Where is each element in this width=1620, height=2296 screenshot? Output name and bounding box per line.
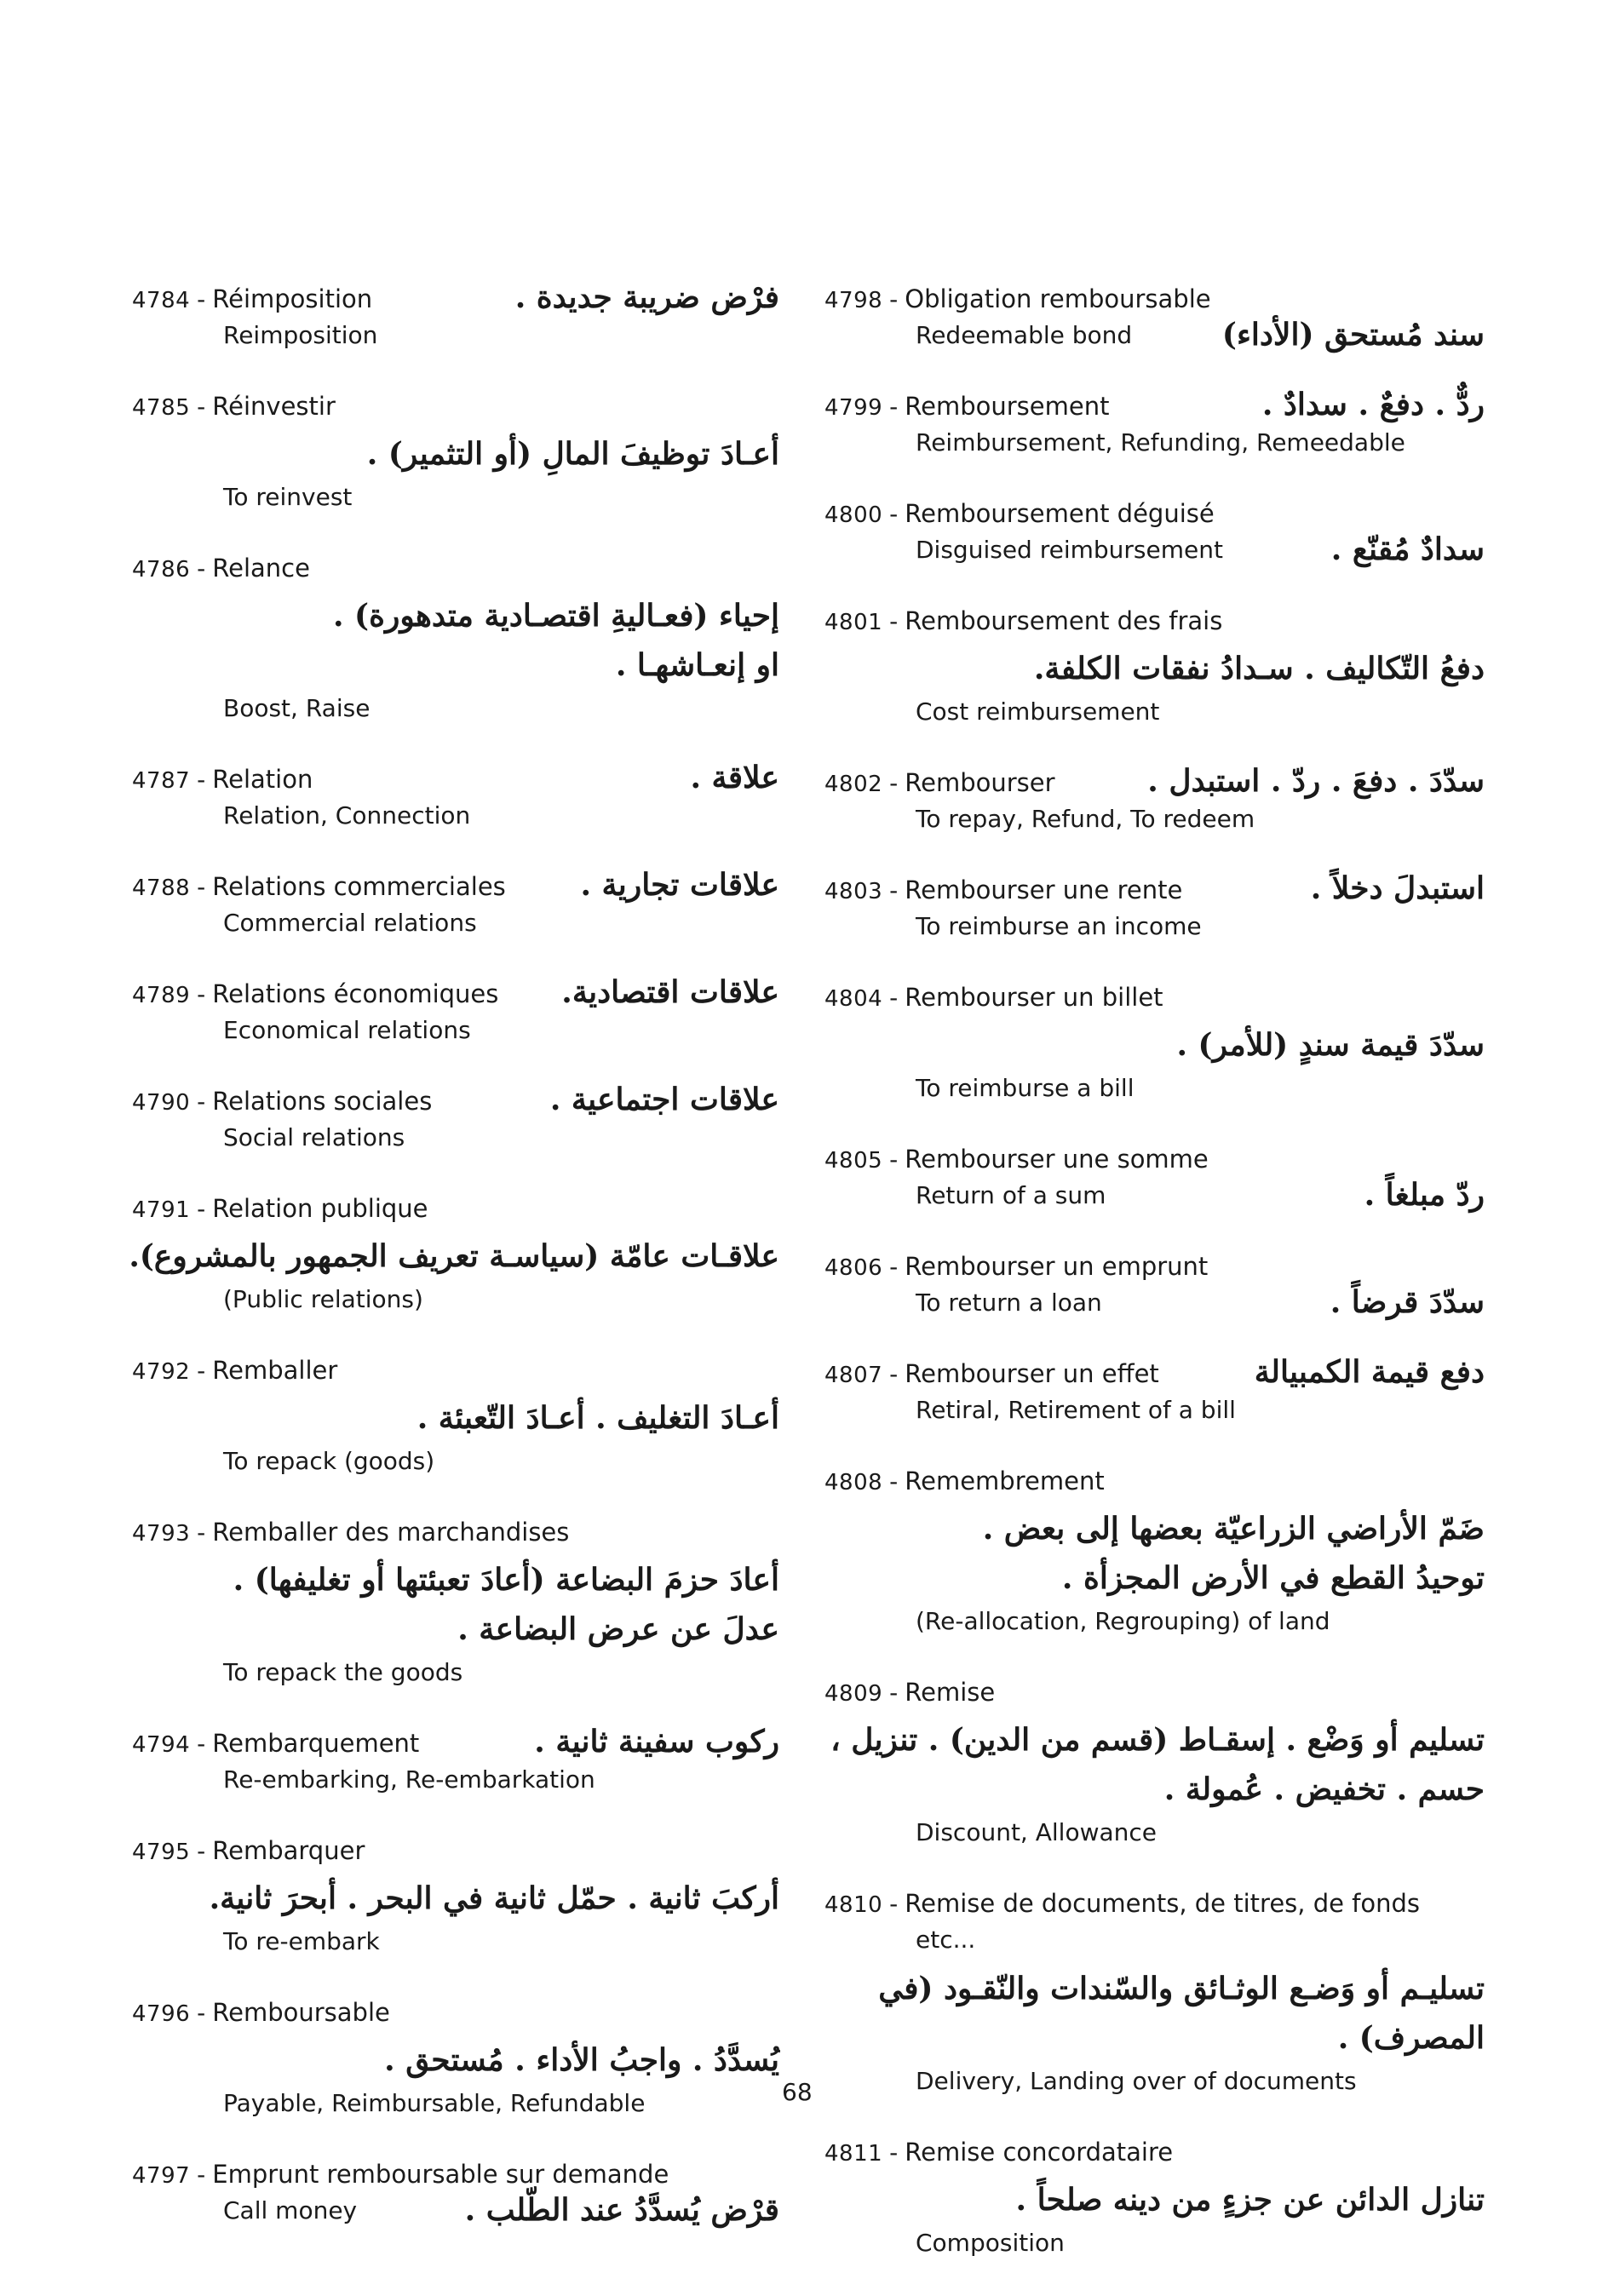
french-term: Remballer [212,1356,338,1385]
arabic-translation: علاقة . [690,760,779,795]
entry-dash: - [889,2138,899,2167]
entry-dash: - [889,285,899,313]
entry-dash: - [197,873,206,901]
entry-head [824,281,1485,317]
french-term: Rembarquement [212,1729,420,1758]
arabic-translation-block [132,1388,779,1443]
english-translation [132,904,779,942]
english-translation [824,1814,1485,1851]
entry-head [824,1886,1485,1921]
arabic-translation: فرْض ضريبة جديدة . [514,279,779,315]
english-text: Commercial relations [223,909,477,937]
english-text: To reimburse an income [916,912,1202,940]
arabic-translation-block [824,1015,1485,1070]
dictionary-entry [824,1356,1485,1429]
entry-number: 4784 [132,288,191,313]
french-term: Rembourser [905,768,1055,797]
arabic-line: عدلَ عن عرض البضاعة . [457,1611,779,1647]
entry-dash: - [197,1837,206,1865]
entry-head [132,1191,779,1226]
dictionary-entry [824,1248,1485,1322]
entry-dash: - [889,607,899,635]
french-term: Rembourser un billet [905,983,1163,1012]
english-text: Call money [223,2196,358,2224]
entry-dash: - [197,554,206,583]
entry-head [132,2156,779,2192]
arabic-translation: ركوب سفينة ثانية . [534,1724,779,1759]
entry-number: 4809 [824,1681,883,1707]
arabic-line: تنازل الدائن عن جزءٍ من دينه صلحاً . [1015,2182,1485,2218]
entry-dash: - [197,393,206,421]
dictionary-entry [824,603,1485,731]
entry-number: 4811 [824,2141,883,2167]
entry-number: 4810 [824,1892,883,1918]
left-column [129,279,779,2264]
entry-number: 4806 [824,1255,883,1281]
arabic-line: توحيدُ القطع في الأرض المجزأة . [1061,1560,1485,1596]
arabic-translation: علاقات اجتماعية . [549,1082,779,1117]
english-translation [824,693,1485,731]
english-translation [824,908,1485,945]
arabic-line: أعـادَ التغليف . أعـادَ التّعبئة . [416,1400,779,1436]
arabic-translation-block [824,1959,1485,2063]
entry-number: 4796 [132,2001,191,2027]
english-translation [132,690,779,727]
entry-head [132,976,779,1012]
arabic-line: دفعُ التّكاليف . سـدادُ نفقات الكلفة. [1033,651,1485,686]
entry-dash: - [889,500,899,528]
dictionary-entry [824,979,1485,1107]
english-text: Reimbursement, Refunding, Remeedable [916,428,1405,456]
dictionary-entry [132,550,779,727]
english-text: Re-embarking, Re-embarkation [223,1765,595,1794]
entry-head [132,1083,779,1119]
french-term: Remise concordataire [905,2138,1174,2167]
entry-number: 4802 [824,772,883,797]
entry-dash: - [889,876,899,904]
entry-head [824,979,1485,1015]
french-term: Relation publique [212,1194,428,1223]
english-text: Boost, Raise [223,694,371,722]
entry-number: 4799 [824,395,883,421]
french-term: Réimposition [212,284,373,313]
arabic-translation-block [132,586,779,690]
entry-number: 4789 [132,983,191,1008]
entry-number: 4785 [132,395,191,421]
arabic-line: ضَمّ الأراضي الزراعيّة بعضها إلى بعض . [982,1511,1485,1547]
entry-dash: - [197,1195,206,1223]
arabic-translation-block [132,424,779,479]
arabic-line: حسم . تخفيض . عُمولة . [1163,1771,1485,1807]
entry-number: 4790 [132,1090,191,1116]
entry-dash: - [197,1518,206,1547]
english-text: Return of a sum [916,1181,1106,1209]
entry-head [132,1725,779,1761]
entry-number: 4805 [824,1148,883,1174]
english-translation [132,1654,779,1691]
english-translation [824,424,1485,462]
entry-head [132,1995,779,2030]
english-translation [824,1177,1485,1214]
entry-dash: - [889,984,899,1012]
english-translation [132,1761,779,1799]
english-translation [824,2063,1485,2100]
arabic-line: المصرف) . [1337,2020,1485,2056]
french-term: Remboursement des frais [905,606,1223,635]
english-text: To repack (goods) [223,1447,435,1475]
english-translation [132,479,779,516]
dictionary-entry [132,1833,779,1960]
entry-head [132,550,779,586]
english-text: To repay, Refund, To redeem [916,805,1255,833]
arabic-translation: قرْض يُسدَّدُ عند الطّلب . [464,2192,779,2228]
entry-head [824,872,1485,908]
french-term: Réinvestir [212,392,336,421]
arabic-line: إحياء (فعـاليةِ اقتصـادية متدهورة) . [332,598,779,634]
arabic-line: سدّدَ قيمة سندٍ (للأمر) . [1176,1027,1485,1063]
arabic-translation-block [132,2030,779,2085]
entry-head [824,1674,1485,1710]
arabic-translation: علاقات تجارية . [580,867,779,903]
arabic-translation: علاقات اقتصادية. [561,974,779,1010]
english-text: Social relations [223,1123,405,1151]
french-term: Remembrement [905,1467,1105,1495]
entry-number: 4792 [132,1359,191,1385]
dictionary-entry [132,976,779,1049]
english-translation [132,1012,779,1049]
french-term: Remboursement [905,392,1110,421]
english-text: (Public relations) [223,1285,423,1313]
english-translation [824,1392,1485,1429]
arabic-translation: ردٌّ . دفعٌ . سدادٌ . [1261,387,1485,422]
entry-head [824,1463,1485,1499]
dictionary-entry [824,1674,1485,1851]
entry-dash: - [197,766,206,794]
entry-dash: - [889,1467,899,1495]
french-term: Relations commerciales [212,872,506,901]
french-term: Rembarquer [212,1836,365,1865]
entry-number: 4808 [824,1470,883,1495]
arabic-translation-block [824,1499,1485,1603]
right-column [824,281,1485,2296]
dictionary-entry [132,869,779,942]
french-term: Remise de documents, de titres, de fonds [905,1889,1421,1918]
english-translation [824,317,1485,354]
entry-number: 4793 [132,1521,191,1547]
entry-dash: - [889,1253,899,1281]
french-term: Rembourser une rente [905,875,1183,904]
entry-dash: - [889,1360,899,1388]
dictionary-entry [824,1141,1485,1214]
entry-number: 4800 [824,502,883,528]
english-translation [824,801,1485,838]
entry-dash: - [197,1088,206,1116]
english-text: Composition [916,2229,1065,2257]
french-term: Rembourser un emprunt [905,1252,1209,1281]
entry-number: 4807 [824,1363,883,1388]
entry-head [132,1833,779,1868]
dictionary-entry [132,761,779,835]
dictionary-entry [129,1191,779,1318]
arabic-translation-block [129,1226,779,1281]
arabic-translation: سدّدَ . دفعَ . ردّ . استبدل . [1147,763,1485,799]
french-term-continuation: etc... [916,1926,976,1954]
french-term: Relations économiques [212,979,499,1008]
page-number: 68 [782,2078,813,2106]
entry-number: 4788 [132,875,191,901]
english-translation [132,2085,779,2122]
english-text: Relation, Connection [223,801,471,829]
dictionary-entry [132,2156,779,2230]
entry-head [824,1248,1485,1284]
dictionary-entry [132,1514,779,1691]
entry-dash: - [889,393,899,421]
arabic-line: علاقـات عامّة (سياسـة تعريف الجمهور بالمشروع). [129,1238,779,1274]
dictionary-entry [824,2134,1485,2262]
english-translation [132,797,779,835]
entry-head [824,1356,1485,1392]
entry-head [824,496,1485,531]
dictionary-entry [824,1886,1485,2100]
english-text: To re-embark [223,1927,380,1955]
dictionary-entry [824,388,1485,462]
dictionary-entry [132,388,779,516]
english-text: Cost reimbursement [916,697,1160,726]
entry-dash: - [197,1999,206,2027]
entry-head [824,1141,1485,1177]
french-term: Rembourser une somme [905,1145,1209,1174]
english-text: Discount, Allowance [916,1818,1157,1846]
french-term: Relation [212,765,313,794]
english-translation [132,1119,779,1157]
english-translation [824,2224,1485,2262]
dictionary-entry [824,1463,1485,1640]
english-text: To return a loan [916,1289,1102,1317]
arabic-translation-block [824,639,1485,693]
english-text: To reinvest [223,483,353,511]
dictionary-entry [132,1083,779,1157]
entry-number: 4803 [824,879,883,904]
entry-number: 4786 [132,557,191,583]
entry-head [132,761,779,797]
dictionary-entry [132,1725,779,1799]
dictionary-entry [824,281,1485,354]
entry-dash: - [197,285,206,313]
english-text: Payable, Reimbursable, Refundable [223,2089,646,2117]
english-translation [132,2192,779,2230]
english-text: Reimposition [223,321,378,349]
english-translation [824,1284,1485,1322]
english-translation [132,317,779,354]
entry-head [132,1352,779,1388]
entry-number: 4797 [132,2163,191,2189]
entry-head [132,281,779,317]
entry-dash: - [889,769,899,797]
arabic-translation: دفع قيمة الكمبيالة [1254,1354,1485,1390]
english-translation [132,1923,779,1960]
arabic-translation: ردّ مبلغاً . [1364,1177,1485,1213]
french-term: Relance [212,554,310,583]
arabic-line: أعادَ حزمَ البضاعة (أعادَ تعبئتها أو تغليفها) . [233,1562,779,1598]
entry-head [132,388,779,424]
french-term: Emprunt remboursable sur demande [212,2160,669,2189]
entry-dash: - [197,1357,206,1385]
dictionary-entry [132,1995,779,2122]
french-term: Rembourser un effet [905,1359,1159,1388]
entry-number: 4804 [824,986,883,1012]
entry-number: 4801 [824,610,883,635]
entry-head [824,2134,1485,2170]
english-translation [824,1070,1485,1107]
entry-number: 4798 [824,288,883,313]
arabic-line: يُسدَّدُ . واجبُ الأداء . مُستحق . [384,2042,779,2078]
english-text: To reimburse a bill [916,1074,1135,1102]
arabic-line: أركبَ ثانية . حمّل ثانية في البحر . أبحرَ ثانية. [209,1880,779,1916]
french-term: Remballer des marchandises [212,1518,570,1547]
dictionary-entry [132,1352,779,1480]
dictionary-entry [132,281,779,354]
dictionary-entry [824,872,1485,945]
english-text: (Re-allocation, Regrouping) of land [916,1607,1330,1635]
entry-dash: - [889,1679,899,1707]
arabic-translation: سدّدَ قرضاً . [1330,1284,1485,1320]
english-translation [132,1443,779,1480]
arabic-line: تسليـم أو وَضـع الوثـائق والسّندات والنّقـود (في [878,1971,1485,2006]
arabic-translation: سدادٌ مُقنّع . [1330,531,1485,567]
arabic-translation: استبدلَ دخلاً . [1310,870,1485,906]
entry-number: 4791 [132,1197,191,1223]
entry-number: 4794 [132,1732,191,1758]
english-text: Economical relations [223,1016,471,1044]
entry-head [824,388,1485,424]
french-term: Obligation remboursable [905,284,1211,313]
arabic-line: تسليم أو وَضْع . إسقـاط (قسم من الدين) . تنزيل ، [830,1722,1485,1758]
english-text: Retiral, Retirement of a bill [916,1396,1236,1424]
arabic-line: او إنعـاشهـا . [615,647,779,683]
english-translation [132,1281,779,1318]
entry-dash: - [889,1145,899,1174]
french-term: Remboursement déguisé [905,499,1215,528]
entry-dash: - [197,980,206,1008]
entry-head [132,1514,779,1550]
entry-dash: - [889,1890,899,1918]
arabic-translation: سند مُستحق (الأداء) [1221,317,1485,353]
entry-dash: - [197,1730,206,1758]
arabic-translation-block [824,2170,1485,2224]
english-text: Delivery, Landing over of documents [916,2067,1357,2095]
entry-dash: - [197,2161,206,2189]
french-term: Remise [905,1678,996,1707]
entry-head [132,869,779,904]
english-text: To repack the goods [223,1658,463,1686]
english-text: Redeemable bond [916,321,1133,349]
french-term: Relations sociales [212,1087,433,1116]
entry-number: 4795 [132,1840,191,1865]
french-term: Remboursable [212,1998,390,2027]
entry-head [824,765,1485,801]
dictionary-entry [824,496,1485,569]
arabic-line: أعـادَ توظيفَ المالِ (أو التثمير) . [366,436,779,472]
entry-number: 4787 [132,768,191,794]
arabic-translation-block [132,1550,779,1654]
english-text: Disguised reimbursement [916,536,1223,564]
arabic-translation-block [132,1868,779,1923]
english-translation [824,1603,1485,1640]
entry-head [824,603,1485,639]
arabic-translation-block [824,1710,1485,1814]
dictionary-entry [824,765,1485,838]
english-translation [824,531,1485,569]
